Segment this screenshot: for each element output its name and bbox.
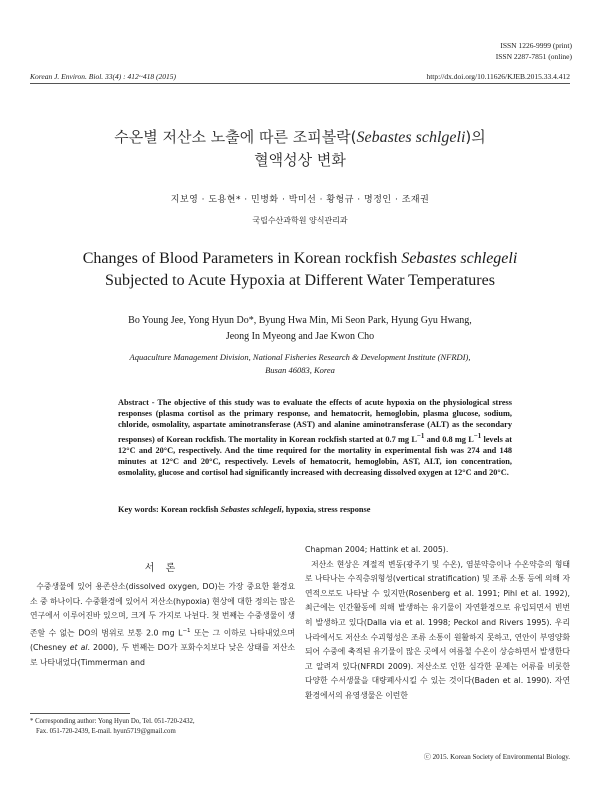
abstract	[118, 397, 512, 478]
col1-sup: −1	[182, 627, 191, 634]
keywords-species: Sebastes schlegeli	[220, 505, 282, 514]
col1-text-a: 수중생물에 있어 용존산소(dissolved oxygen, DO)는 가장 중요한 환경요소 중 하나이다. 수중환경에 있어서 저산소(hypoxia) 현상에 대한 정의는 많은 연구에서 이루어진바 있으며, 크게 두 가지로 나뉜다. 첫 번째는 수중생물이 생존할 수 없는 DO의 범위로 보통 2.0 mg L	[30, 582, 295, 638]
english-affiliation-line1: Aquaculture Management Division, National Fisheries Research & Development Institute (NFRDI),	[129, 352, 471, 362]
keywords-label: Key words: Korean rockfish	[118, 505, 221, 514]
english-authors-line1: Bo Young Jee, Yong Hyun Do*, Byung Hwa Min, Mi Seon Park, Hyung Gyu Hwang,	[128, 315, 472, 326]
english-title-line2: Subjected to Acute Hypoxia at Different Water Temperatures	[105, 272, 495, 289]
corresponding-author-footnote	[30, 717, 310, 736]
abstract-label: Abstract	[118, 398, 149, 407]
abstract-sup-1: −1	[416, 432, 425, 440]
korean-title-line1	[0, 126, 600, 149]
issn-online: ISSN 2287-7851 (online)	[495, 52, 572, 61]
paragraph	[30, 580, 295, 670]
english-title	[0, 248, 600, 292]
doi-link[interactable]: http://dx.doi.org/10.11626/KJEB.2015.33.4.412	[426, 72, 570, 81]
body-column-left	[30, 580, 295, 670]
issn-block	[496, 40, 572, 62]
english-title-species: Sebastes schlegeli	[401, 250, 518, 267]
korean-title-post: )의	[465, 128, 486, 146]
abstract-text-2: and 0.8 mg L	[424, 434, 474, 444]
english-authors	[0, 313, 600, 345]
col1-etal: et al	[69, 642, 88, 652]
footnote-rule	[30, 713, 130, 714]
header-rule	[30, 83, 570, 84]
korean-affiliation: 국립수산과학원 양식관리과	[252, 216, 348, 225]
section-heading-introduction: 서 론	[144, 563, 180, 574]
paragraph	[305, 558, 570, 704]
english-affiliation	[0, 351, 600, 377]
col2-text: 저산소 현상은 계절적 변동(광주기 및 수온), 염분약층이나 수온약층의 형태로 나타나는 수직층위형성(vertical stratification) 및 조류 소통 등에 의해 자연적으로도 나타날 수 있지만(Rosenberg et al. 1991; Pihl et al. 1992), 최근에는 인간활동에 의해 발생하는 유기물이 자연환경으로 유입되면서 빈번히 발생하고 있다(Dalla via et al. 1998; Peckol and Rivers 1995). 우리나라에서도 저산소 수괴형성은 조류 소통이 원활하지 못하고, 연안이 부영양화되어 수중에 축적된 유기물이 많은 곳에서 여름철 수온이 상승하면서 발생한다고 알려져 있다(NFRDI 2009). 저산소로 인한 심각한 문제는 어류를 비롯한 다양한 수서생물을 대량폐사시킬 수 있는 것이다(Baden et al. 1990). 자연환경에서의 유영생물은 이런한	[305, 559, 570, 700]
footnote-line1: * Corresponding author: Yong Hyun Do, Tel. 051-720-2432,	[30, 718, 195, 725]
issn-print: ISSN 1226-9999 (print)	[500, 41, 572, 50]
abstract-sup-2: −1	[473, 432, 482, 440]
abstract-text-1: - The objective of this study was to evaluate the effects of acute hypoxia on the physiological stress responses (plasma cortisol as the primary response, and hematocrit, hemoglobin, plasma glucose, sodium, chloride, osmolality, aspartate aminotransferase (AST) and alanine aminotransferase (ALT) as the secondary responses) of Korean rockfish. The mortality in Korean rockfish started at 0.7 mg L	[118, 398, 512, 444]
keywords	[118, 505, 512, 514]
english-authors-line2: Jeong In Myeong and Jae Kwon Cho	[225, 331, 375, 342]
korean-title	[0, 126, 600, 171]
journal-citation: Korean J. Environ. Biol. 33(4) : 412~418 (2015)	[30, 72, 176, 81]
abstract-text-3: levels at 12°C and 20°C, respectively. And the time required for the mortality in experimental fish was 274 and 148 minutes at 12°C and 20°C, respectively. Levels of hematocrit, hemoglobin, AST, ALT, ion concentration, osmolality, glucose and cortisol had significantly increased with decreasing dissolved oxygen at 12°C and 20°C.	[118, 434, 512, 477]
english-affiliation-line2: Busan 46083, Korea	[265, 365, 335, 375]
col1-text-c: . 2000), 두 번째는 DO가 포화수치보다 낮은 상태를 저산소로 나타내었다(Timmerman and	[30, 642, 295, 667]
korean-title-pre: 수온별 저산소 노출에 따른 조피볼락(	[114, 128, 357, 146]
keywords-rest: , hypoxia, stress response	[281, 505, 371, 514]
copyright-notice: ⓒ 2015. Korean Society of Environmental Biology.	[423, 753, 570, 761]
footnote-line2: Fax. 051-720-2439, E-mail. hyun5719@gmail.com	[36, 727, 176, 735]
english-title-pre: Changes of Blood Parameters in Korean rockfish	[82, 250, 402, 267]
col1-text-b: 또는 그 이하로 나타내었으며(Chesney	[30, 628, 296, 652]
korean-title-species: Sebastes schlgeli	[356, 129, 466, 146]
korean-authors: 지보영 · 도용현* · 민병화 · 박미선 · 황형규 · 명정인 · 조재권	[170, 195, 430, 205]
paragraph-continued: Chapman 2004; Hattink et al. 2005).	[305, 545, 449, 554]
body-column-right	[305, 543, 570, 704]
korean-title-line2: 혈액성상 변화	[254, 151, 346, 169]
english-title-line1	[0, 248, 600, 270]
